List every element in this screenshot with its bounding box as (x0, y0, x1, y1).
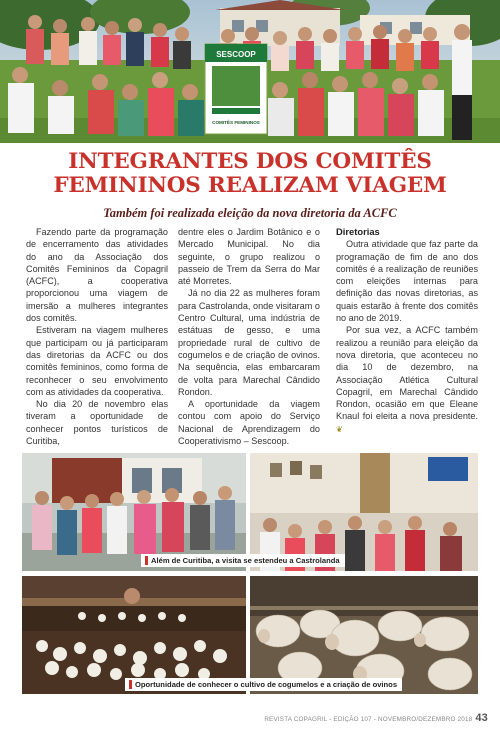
section-heading: Diretorias (336, 226, 380, 237)
group-photo (0, 0, 500, 143)
paragraph: dentre eles o Jardim Botânico e o Mercado Municipal. No dia seguinte, o grupo realizou o passeio de Trem da Serra do Mar até Morretes. (178, 227, 320, 287)
article-subtitle: Também foi realizada eleição da nova diretoria da ACFC (103, 206, 397, 220)
caption-marker (129, 680, 132, 689)
paragraph: Fazendo parte da programação de encerramento das atividades do ano da Associação dos Comitês Femininos da Copagril (ACFC), a cooperativa proporcionou uma viagem de imersão a mulheres integrantes dos comitês. (26, 227, 168, 324)
photo-mushrooms (22, 576, 246, 694)
headline-line-2: FEMININOS REALIZAM VIAGEM (53, 173, 447, 198)
end-mark-icon: ❦ (336, 424, 343, 434)
caption-text: Oportunidade de conhecer o cultivo de cogumelos e a criação de ovinos (135, 680, 398, 689)
paragraph: Já no dia 22 as mulheres foram para Castrolanda, onde visitaram o Centro Cultural, uma indústria de estátuas de gesso, e uma propriedade rural de cultivo de cogumelos e de criação de ovinos. Na sequência, elas embarcaram de volta para Marechal Cândido Rondon. (178, 288, 320, 397)
article-column-3 (336, 226, 478, 436)
paragraph-text: Por sua vez, a ACFC também realizou a reunião para eleição da nova diretoria, que aconteceu no dia 10 de dezembro, na Associação Atlética Cultural Copagril, em Marechal Cândido Rondon, ocasião em que Eleane Knaul foi eleita a nova presidente. (336, 325, 478, 422)
page-footer (264, 712, 488, 724)
banner-line: COMITÊS FEMININOS (212, 120, 260, 125)
banner-brand: SESCOOP (216, 50, 256, 59)
paragraph: A oportunidade da viagem contou com apoio do Serviço Nacional de Aprendizagem do Cooperativismo – Sescoop. (178, 399, 320, 447)
paragraph (336, 324, 478, 436)
caption-text: Além de Curitiba, a visita se estendeu a Castrolanda (151, 556, 340, 565)
publication-info: REVISTA COPAGRIL - EDIÇÃO 107 - NOVEMBRO/DEZEMBRO 2018 (264, 716, 473, 723)
article-headline (0, 150, 500, 198)
page-number: 43 (475, 712, 488, 724)
caption-cogumelos (125, 678, 402, 691)
article-column-2 (178, 226, 320, 447)
headline-line-1: INTEGRANTES DOS COMITÊS (68, 149, 432, 174)
paragraph: Estiveram na viagem mulheres que participam ou já participaram das diretorias da ACFC ou dos comitês femininos, como forma de reconhecer o seu envolvimento com as atividades da cooperativa. (26, 325, 168, 397)
paragraph: Outra atividade que faz parte da programação de fim de ano dos comitês é a realização de reuniões com eleições internas para definição das novas diretorias, as quais estarão à frente dos comitês no ano de 2019. (336, 239, 478, 324)
caption-marker (145, 556, 148, 565)
photo-sheep (250, 576, 478, 694)
article-column-1 (26, 226, 168, 447)
caption-castrolanda (141, 554, 345, 567)
paragraph: No dia 20 de novembro elas tiveram a oportunidade de conhecer pontos turísticos de Curitiba, (26, 399, 168, 447)
